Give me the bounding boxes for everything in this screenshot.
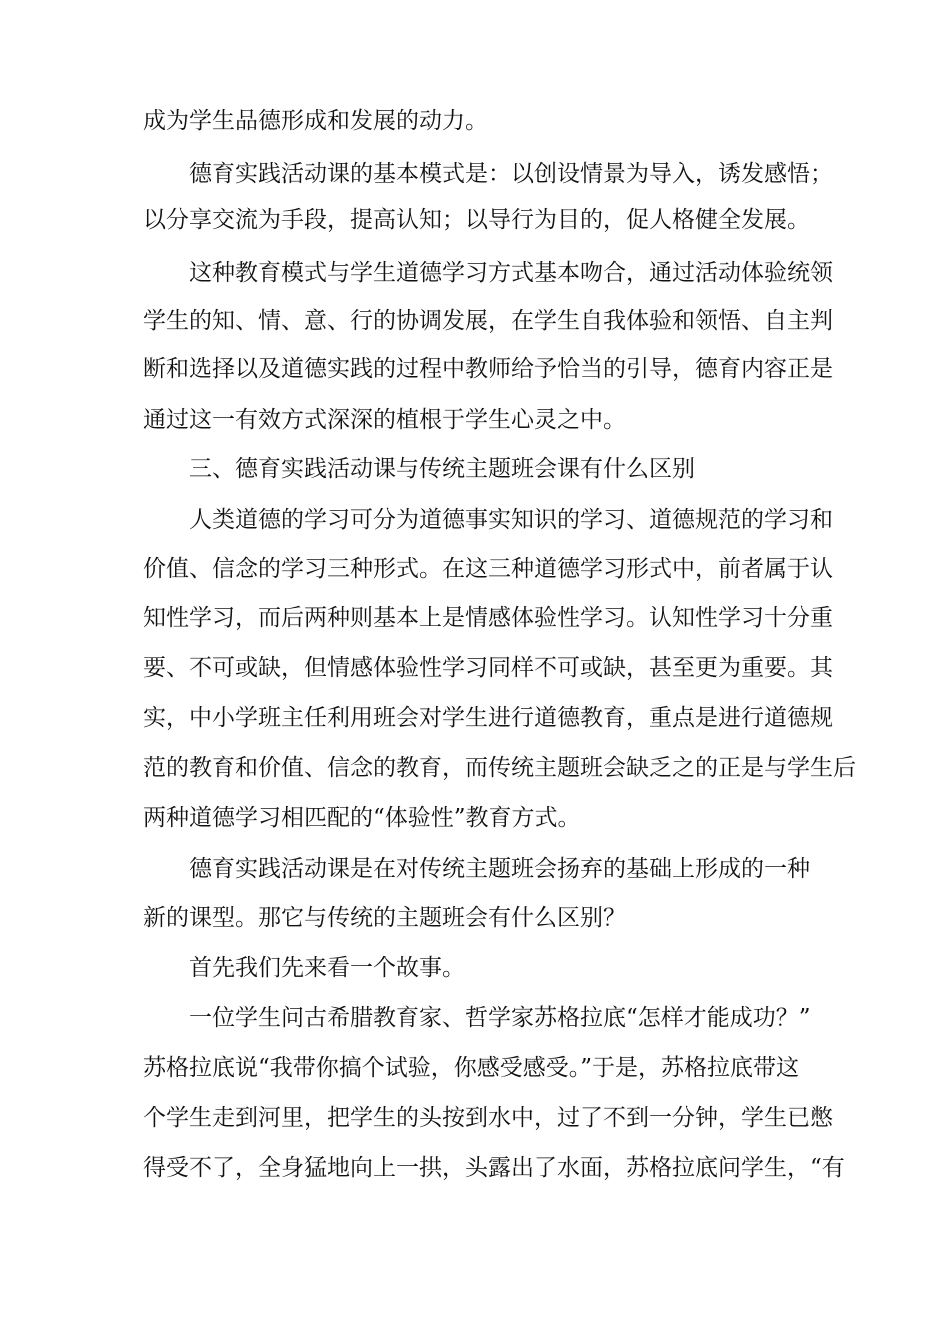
- section-heading: 三、德育实践活动课与传统主题班会课有什么区别: [189, 456, 695, 482]
- text-line: 价值、信念的学习三种形式。在这三种道德学习形式中，前者属于认: [143, 556, 833, 582]
- text-line: 范的教育和价值、信念的教育，而传统主题班会缺乏之的正是与学生后: [143, 755, 856, 781]
- text-line: 人类道德的学习可分为道德事实知识的学习、道德规范的学习和: [189, 507, 833, 533]
- text-line: 这种教育模式与学生道德学习方式基本吻合，通过活动体验统领: [189, 260, 833, 286]
- text-line: 德育实践活动课的基本模式是：以创设情景为导入，诱发感悟；: [189, 161, 833, 187]
- text-line: 两种道德学习相匹配的“体验性”教育方式。: [143, 805, 581, 831]
- text-line: 苏格拉底说“我带你搞个试验，你感受感受。”于是，苏格拉底带这: [143, 1055, 800, 1081]
- text-line: 以分享交流为手段，提高认知；以导行为目的，促人格健全发展。: [143, 207, 810, 233]
- text-line: 成为学生品德形成和发展的动力。: [143, 108, 488, 134]
- text-line: 实，中小学班主任利用班会对学生进行道德教育，重点是进行道德规: [143, 705, 833, 731]
- text-line: 学生的知、情、意、行的协调发展，在学生自我体验和领悟、自主判: [143, 308, 833, 334]
- text-line: 通过这一有效方式深深的植根于学生心灵之中。: [143, 407, 626, 433]
- text-line: 个学生走到河里，把学生的头按到水中，过了不到一分钟，学生已憋: [143, 1105, 833, 1131]
- text-line: 要、不可或缺，但情感体验性学习同样不可或缺，甚至更为重要。其: [143, 655, 833, 681]
- text-line: 得受不了，全身猛地向上一拱，头露出了水面，苏格拉底问学生，“有: [143, 1155, 845, 1181]
- text-line: 首先我们先来看一个故事。: [189, 955, 465, 981]
- text-line: 德育实践活动课是在对传统主题班会扬弃的基础上形成的一种: [189, 856, 810, 882]
- text-line: 一位学生问古希腊教育家、哲学家苏格拉底“怎样才能成功？”: [189, 1005, 811, 1031]
- text-line: 新的课型。那它与传统的主题班会有什么区别？: [143, 905, 626, 931]
- text-line: 断和选择以及道德实践的过程中教师给予恰当的引导，德育内容正是: [143, 356, 833, 382]
- text-line: 知性学习，而后两种则基本上是情感体验性学习。认知性学习十分重: [143, 605, 833, 631]
